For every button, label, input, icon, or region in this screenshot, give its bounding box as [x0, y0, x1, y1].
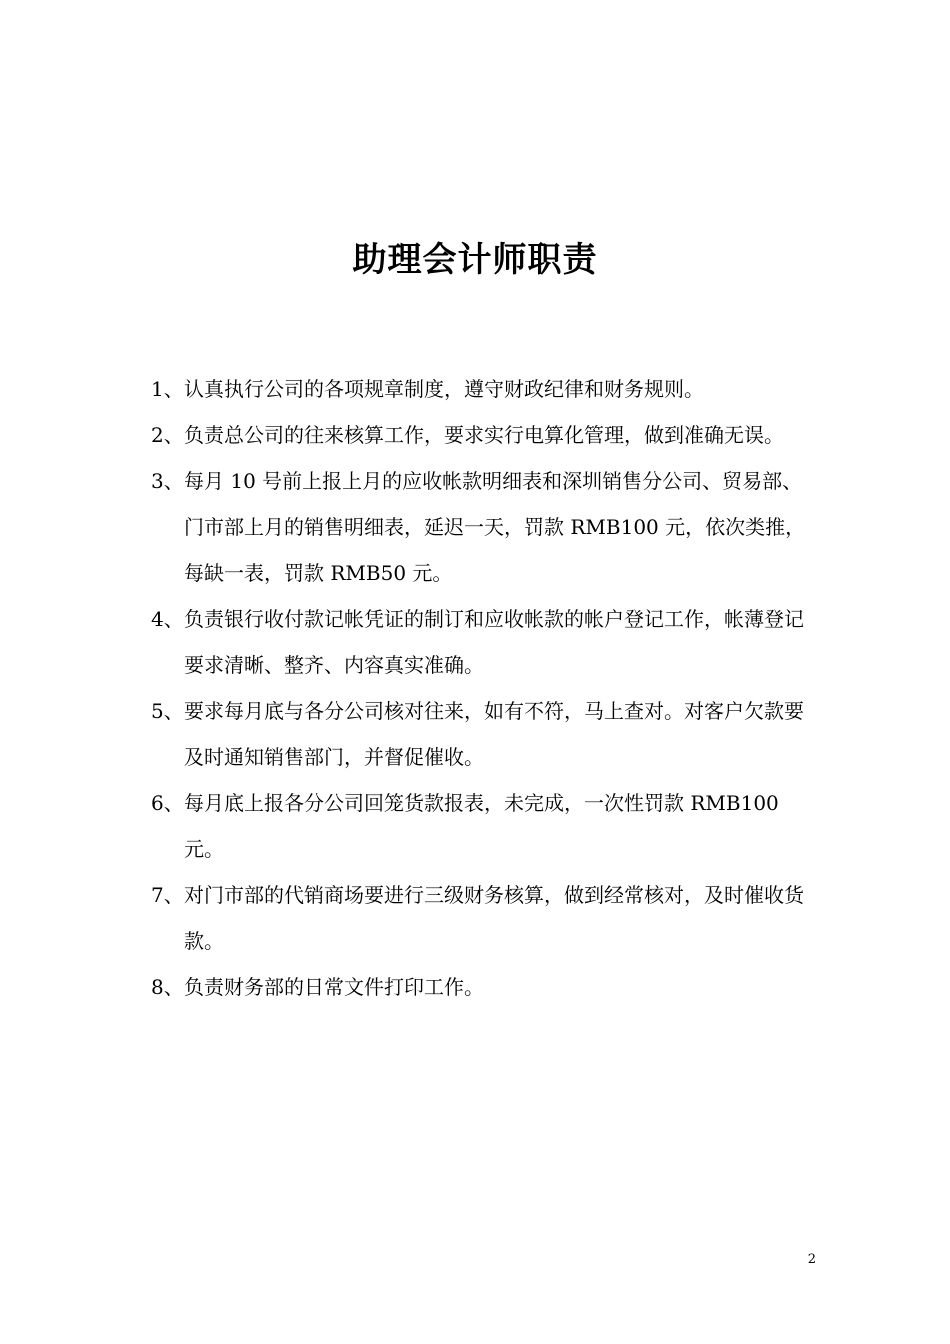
item-number: 5、: [151, 699, 184, 723]
item-text: 对门市部的代销商场要进行三级财务核算，做到经常核对，及时催收货款。: [184, 883, 804, 953]
item-number: 3、: [151, 469, 184, 493]
item-number: 7、: [151, 883, 184, 907]
list-item: [151, 412, 811, 458]
page-number: 2: [807, 1252, 816, 1267]
list-item: [151, 458, 811, 596]
list-item: [151, 872, 811, 964]
duties-list: [151, 366, 811, 1010]
item-number: 2、: [151, 423, 184, 447]
item-number: 8、: [151, 975, 184, 999]
list-item: [151, 688, 811, 780]
list-item: [151, 596, 811, 688]
item-text: 要求每月底与各分公司核对往来，如有不符，马上查对。对客户欠款要及时通知销售部门，并督促催收。: [184, 699, 804, 769]
item-number: 6、: [151, 791, 184, 815]
list-item: [151, 964, 811, 1010]
item-number: 1、: [151, 377, 184, 401]
item-text: 每月底上报各分公司回笼货款报表，未完成，一次性罚款 RMB100 元。: [184, 791, 779, 861]
item-text: 认真执行公司的各项规章制度，遵守财政纪律和财务规则。: [184, 377, 704, 401]
list-item: [151, 780, 811, 872]
item-text: 负责银行收付款记帐凭证的制订和应收帐款的帐户登记工作，帐薄登记要求清晰、整齐、内容真实准确。: [184, 607, 804, 677]
list-item: [151, 366, 811, 412]
document-title: 助理会计师职责: [352, 240, 598, 280]
item-text: 负责财务部的日常文件打印工作。: [184, 975, 484, 999]
item-text: 每月 10 号前上报上月的应收帐款明细表和深圳销售分公司、贸易部、门市部上月的销售明细表，延迟一天，罚款 RMB100 元，依次类推，每缺一表，罚款 RMB50 元。: [184, 469, 806, 585]
item-text: 负责总公司的往来核算工作，要求实行电算化管理，做到准确无误。: [184, 423, 784, 447]
item-number: 4、: [151, 607, 184, 631]
